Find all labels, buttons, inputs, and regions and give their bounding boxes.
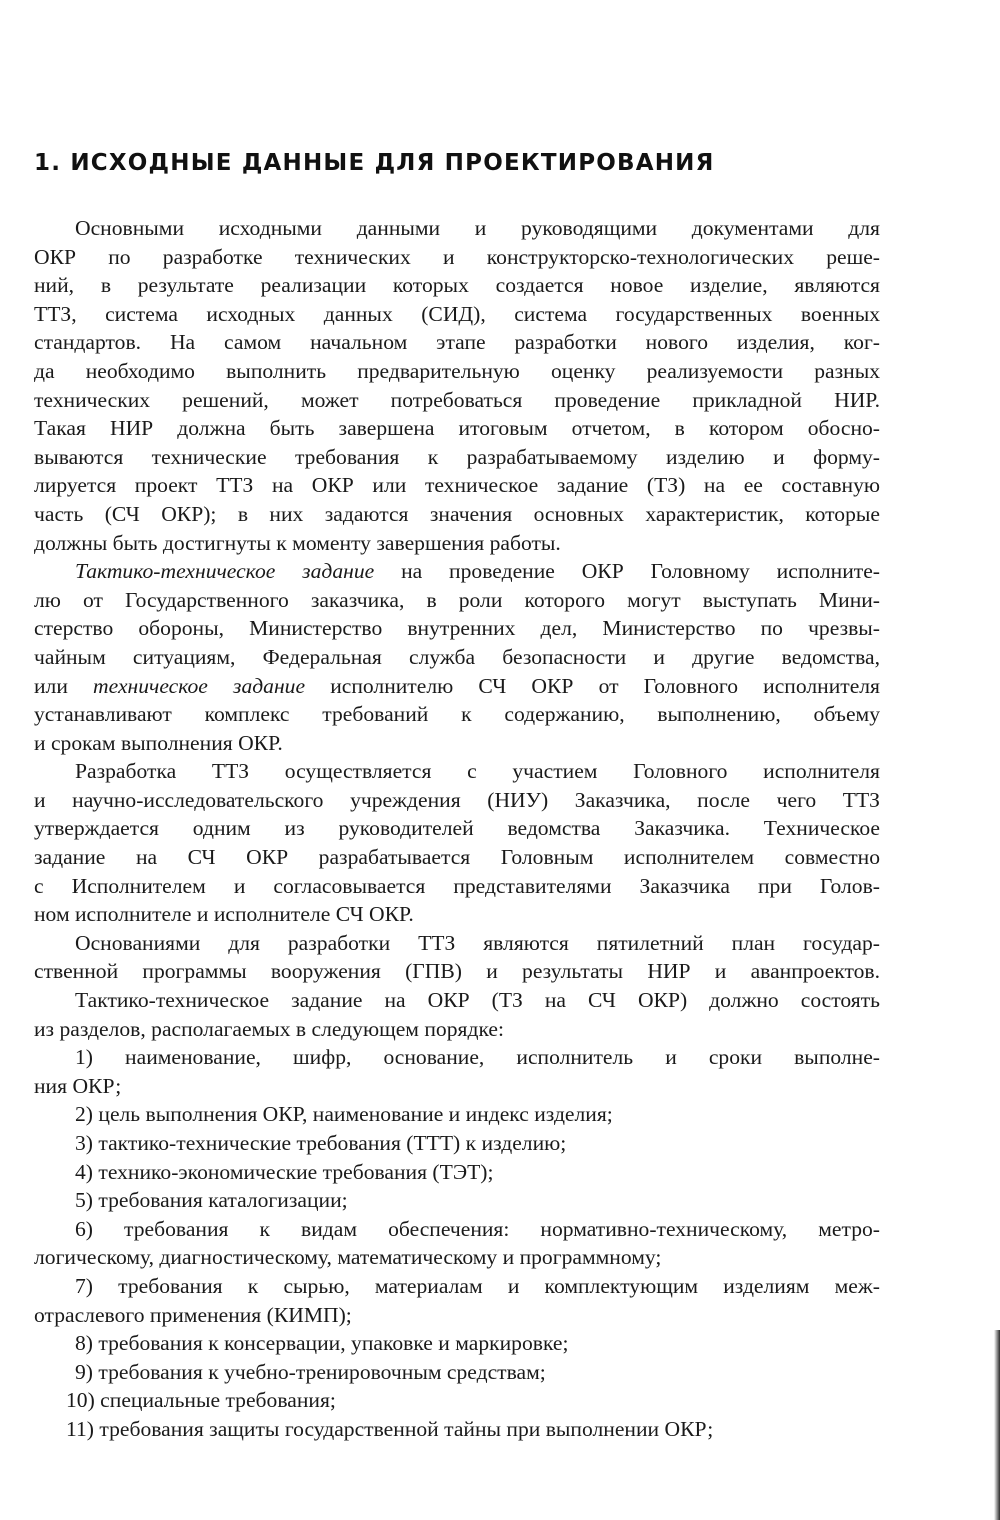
paragraph-2-text: исполнителю СЧ ОКР от Головного исполнителя (305, 673, 880, 698)
list-item: 9) требования к учебно-тренировочным средствам; (75, 1359, 546, 1384)
paragraph-2-line: устанавливают комплекс требований к содержанию, выполнению, объему (34, 702, 880, 727)
list-item: 4) технико-экономические требования (ТЭТ); (75, 1159, 494, 1184)
paragraph-2-line: чайным ситуациям, Федеральная служба безопасности и другие ведомства, (34, 644, 880, 669)
paragraph-4-line: Основаниями для разработки ТТЗ являются пятилетний план государ- (75, 930, 880, 955)
italic-term: Тактико-техническое задание (75, 559, 375, 584)
paragraph-3-line: ном исполнителе и исполнителе СЧ ОКР. (34, 902, 414, 927)
list-item: 11) требования защиты государственной тайны при выполнении ОКР; (66, 1416, 714, 1441)
page-edge-shadow (994, 1330, 1000, 1520)
paragraph-2-line: лю от Государственного заказчика, в роли которого могут выступать Мини- (34, 587, 880, 612)
paragraph-2-text: на проведение ОКР Головному исполните- (374, 559, 880, 584)
list-item: 7) требования к сырью, материалам и комплектующим изделиям меж- (75, 1273, 880, 1298)
paragraph-1-line: ТТЗ, система исходных данных (СИД), система государственных военных (34, 301, 880, 326)
list-item: 1) наименование, шифр, основание, исполнитель и сроки выполне- (75, 1045, 880, 1070)
paragraph-1-line: лируется проект ТТЗ на ОКР или техническое задание (ТЗ) на ее составную (34, 473, 880, 498)
paragraph-1-line: стандартов. На самом начальном этапе разработки нового изделия, ког- (34, 330, 880, 355)
paragraph-1-line: ОКР по разработке технических и конструкторско-технологических реше- (34, 244, 880, 269)
paragraph-1-line: ний, в результате реализации которых создается новое изделие, являются (34, 273, 880, 298)
paragraph-1-line: технических решений, может потребоваться проведение прикладной НИР. (34, 387, 880, 412)
italic-term: техническое задание (93, 673, 306, 698)
paragraph-2-line (34, 557, 880, 586)
paragraph-4-line: ственной программы вооружения (ГПВ) и результаты НИР и аванпроектов. (34, 959, 880, 984)
list-item: 10) специальные требования; (66, 1388, 336, 1413)
paragraph-3-line: с Исполнителем и согласовывается представителями Заказчика при Голов- (34, 873, 880, 898)
list-item: 5) требования каталогизации; (75, 1188, 348, 1213)
paragraph-1-line: да необходимо выполнить предварительную оценку реализуемости разных (34, 358, 880, 383)
list-item: 8) требования к консервации, упаковке и маркировке; (75, 1331, 569, 1356)
list-item: 2) цель выполнения ОКР, наименование и индекс изделия; (75, 1102, 613, 1127)
paragraph-3-line: задание на СЧ ОКР разрабатывается Головным исполнителем совместно (34, 845, 880, 870)
paragraph-2-line (34, 672, 880, 701)
body-text (34, 214, 880, 1444)
paragraph-5-line: из разделов, располагаемых в следующем порядке: (34, 1016, 504, 1041)
list-item-continuation: отраслевого применения (КИМП); (34, 1302, 352, 1327)
paragraph-1-line: часть (СЧ ОКР); в них задаются значения основных характеристик, которые (34, 501, 880, 526)
paragraph-3-line: и научно-исследовательского учреждения (НИУ) Заказчика, после чего ТТЗ (34, 787, 880, 812)
list-item-continuation: ния ОКР; (34, 1073, 122, 1098)
paragraph-2-line: и срокам выполнения ОКР. (34, 730, 283, 755)
list-item: 6) требования к видам обеспечения: нормативно-техническому, метро- (75, 1216, 880, 1241)
paragraph-5-line: Тактико-техническое задание на ОКР (ТЗ на СЧ ОКР) должно состоять (75, 988, 880, 1013)
paragraph-3-line: Разработка ТТЗ осуществляется с участием Головного исполнителя (75, 759, 880, 784)
paragraph-1-line: должны быть достигнуты к моменту завершения работы. (34, 530, 561, 555)
paragraph-1-line: вываются технические требования к разрабатываемому изделию и форму- (34, 444, 880, 469)
paragraph-2-line: стерство обороны, Министерство внутренних дел, Министерство по чрезвы- (34, 616, 880, 641)
list-item: 3) тактико-технические требования (ТТТ) к изделию; (75, 1131, 567, 1155)
paragraph-1-line: Основными исходными данными и руководящими документами для (75, 216, 880, 240)
paragraph-3-line: утверждается одним из руководителей ведомства Заказчика. Техническое (34, 816, 880, 841)
paragraph-2-text: или (34, 673, 94, 698)
paragraph-1-line: Такая НИР должна быть завершена итоговым отчетом, в котором обосно- (34, 416, 880, 441)
section-heading: 1. ИСХОДНЫЕ ДАННЫЕ ДЛЯ ПРОЕКТИРОВАНИЯ (34, 150, 715, 176)
list-item-continuation: логическому, диагностическому, математическому и программному; (34, 1245, 662, 1270)
